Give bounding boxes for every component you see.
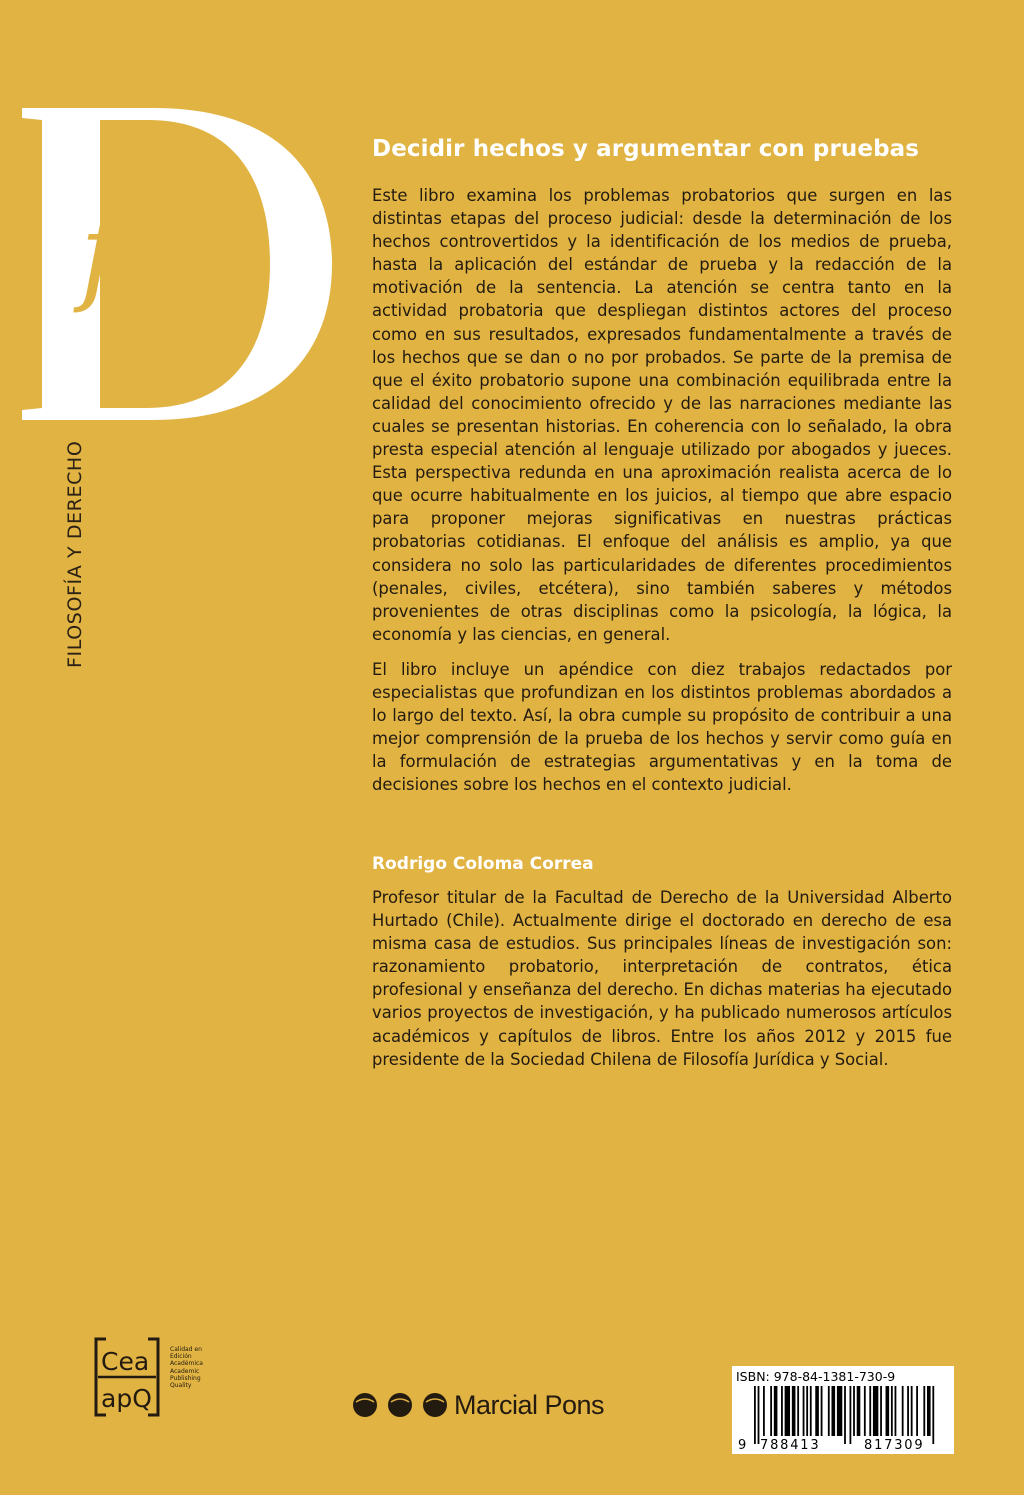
ceapq-seal-text (170, 1346, 230, 1389)
seal-line: Calidad en (170, 1346, 202, 1353)
barcode-bar (853, 1386, 855, 1436)
barcode-bar (770, 1386, 772, 1436)
ceapq-seal-logo (92, 1337, 162, 1417)
barcode-bar (844, 1386, 846, 1444)
barcode-bar (850, 1386, 852, 1444)
barcode-bar (774, 1386, 778, 1436)
barcode-number (732, 1438, 954, 1454)
barcode-bar (902, 1386, 904, 1436)
book-title: Decidir hechos y argumentar con pruebas (372, 136, 920, 162)
barcode-bar (831, 1386, 835, 1436)
barcode-bar (927, 1386, 931, 1436)
series-logo-fd (22, 108, 342, 420)
seal-line: Edición (170, 1353, 192, 1361)
author-name: Rodrigo Coloma Correa (372, 854, 594, 874)
publisher-dots-icon (352, 1392, 450, 1418)
synopsis-paragraph-1: Este libro examina los problemas probatorios que surgen en las distintas etapas del proceso judicial: desde la determinación de los hechos controvertidos y la identificación de los medios de prueba, hasta la aplicación del estándar de prueba y la redacción de la motivación de la sentencia. La atención se centra tanto en la actividad probatoria que despliegan distintos actores del proceso como en sus resultados, expresados fundamentalmente a través de los hechos que se dan o no por probados. Se parte de la premisa de que el éxito probatorio supone una combinación equilibrada entre la calidad del conocimiento ofrecido y de las narraciones mediante las cuales se presentan historias. En coherencia con lo señalado, la obra presta especial atención al lenguaje utilizado por abogados y jueces. Esta perspectiva redunda en una aproximación realista acerca de lo que ocurre habitualmente en los juicios, al tiempo que abre espacio para proponer mejoras significativas en nuestras prácticas probatorias cotidianas. El enfoque del análisis es amplio, ya que considera no solo las particularidades de diferentes procedimientos (penales, civiles, etcétera), sino también saberes y métodos provenientes de otras disciplinas como la psicología, la lógica, la economía y las ciencias, en general. (372, 186, 952, 644)
barcode-bar (797, 1386, 799, 1436)
barcode-bar (911, 1386, 913, 1436)
publisher-logo (352, 1388, 604, 1422)
isbn-label: ISBN: 978-84-1381-730-9 (736, 1369, 896, 1384)
barcode-bar (781, 1386, 783, 1436)
barcode-bar (907, 1386, 909, 1436)
barcode-bar (821, 1386, 823, 1436)
series-label: FILOSOFÍA Y DERECHO (64, 440, 86, 668)
seal-line: Publishing (170, 1374, 201, 1382)
barcode-digits-left: 788413 (760, 1438, 821, 1453)
barcode-bar (932, 1386, 934, 1444)
seal-mark-bottom: apQ (101, 1384, 152, 1413)
seal-line: Academic (170, 1367, 200, 1375)
seal-mark-top: Cea (101, 1347, 150, 1376)
barcode-bar (891, 1386, 893, 1436)
barcode-bar (864, 1386, 866, 1436)
svg-text:f: f (80, 191, 120, 316)
barcode-bar (828, 1386, 830, 1436)
barcode-bar (923, 1386, 925, 1436)
barcode-bar (873, 1386, 878, 1436)
barcode-bar (758, 1386, 760, 1444)
barcode-bar (916, 1386, 918, 1436)
barcode-digits-right: 817309 (864, 1438, 925, 1453)
publisher-name: Marcial Pons (454, 1389, 605, 1420)
barcode-bar (857, 1386, 861, 1436)
barcode-bar (810, 1386, 812, 1436)
barcode-bar (895, 1386, 897, 1436)
barcode-bar (803, 1386, 805, 1436)
barcode-bar (869, 1386, 871, 1436)
barcode-digit-first: 9 (738, 1438, 747, 1453)
barcode-bar (806, 1386, 808, 1436)
barcode-bar (754, 1386, 756, 1444)
barcode-bar (837, 1386, 842, 1436)
author-bio: Profesor titular de la Facultad de Derecho de la Universidad Alberto Hurtado (Chile). Actualmente dirige el doctorado en derecho de esa misma casa de estudios. Sus principales líneas de investigación son: razonamiento probatorio, interpretación de contratos, ética profesional y enseñanza del derecho. En dichas materias ha ejecutado varios proyectos de investigación, y ha publicado numerosos artículos académicos y capítulos de libros. Entre los años 2012 y 2015 fue presidente de la Sociedad Chilena de Filosofía Jurídica y Social. (372, 888, 952, 1069)
seal-line: Quality (170, 1382, 192, 1390)
barcode-bar (763, 1386, 765, 1436)
barcode-bar (880, 1386, 882, 1436)
barcode-bar (886, 1386, 890, 1436)
synopsis-paragraph-2: El libro incluye un apéndice con diez trabajos redactados por especialistas que profundizan en los distintos problemas abordados a lo largo del texto. Así, la obra cumple su propósito de contribuir a una mejor comprensión de la prueba de los hechos y servir como guía en la formulación de estrategias argumentativas y en la toma de decisiones sobre los hechos en el contexto judicial. (372, 660, 952, 795)
barcode (754, 1386, 936, 1444)
barcode-bar (785, 1386, 790, 1436)
seal-line: Académica (170, 1360, 203, 1368)
barcode-bar (792, 1386, 796, 1436)
barcode-bar (815, 1386, 819, 1436)
